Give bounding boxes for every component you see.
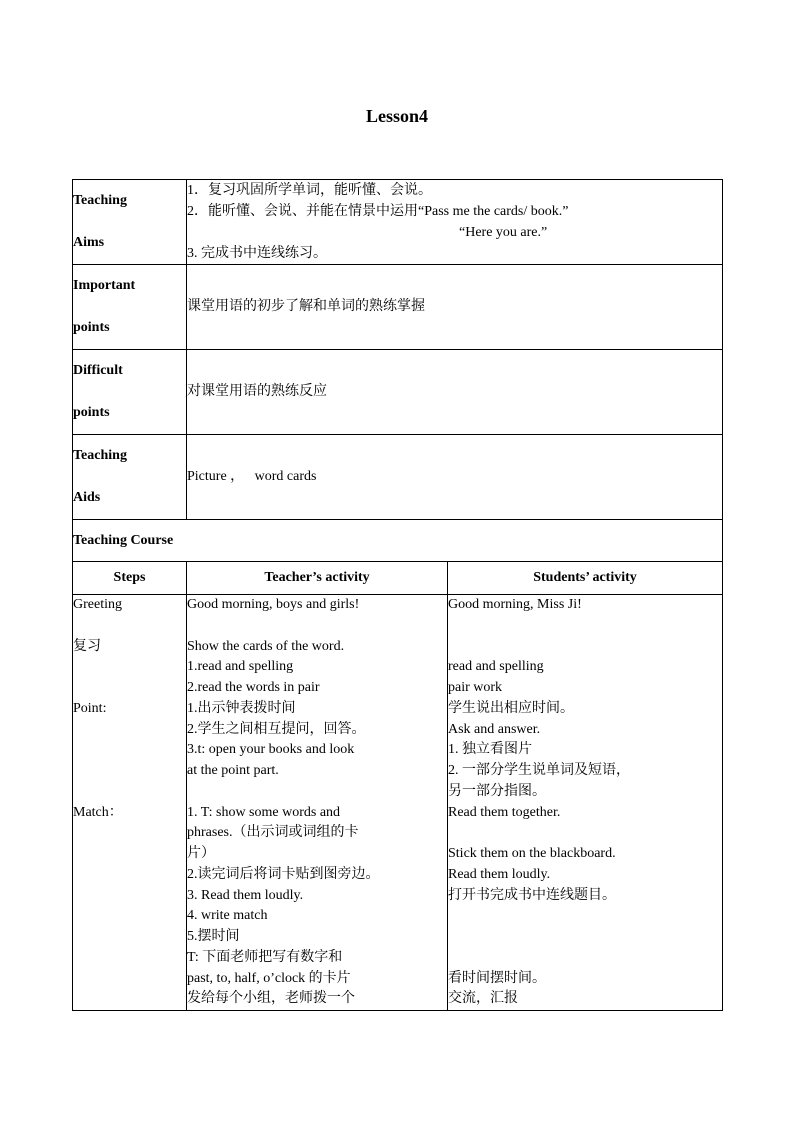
teacher-activity-line: 2.学生之间相互提问，回答。 <box>187 721 366 737</box>
teaching-course-title: Teaching Course <box>73 520 723 562</box>
teacher-activity-line: 5.摆时间 <box>187 929 240 944</box>
students-activity-column <box>448 595 723 1011</box>
aim-line: “Here you are.” <box>459 225 548 240</box>
students-activity-line: pair work <box>448 680 503 695</box>
teacher-activity-line: T: 下面老师把写有数字和 <box>187 949 343 965</box>
teacher-activity-line: 2.读完词后将词卡贴到图旁边。 <box>187 866 380 882</box>
teacher-activity-line: 3. Read them loudly. <box>187 887 304 903</box>
important-points-label: Important points <box>73 265 187 350</box>
teacher-activity-header: Teacher’s activity <box>187 562 448 595</box>
teacher-activity-line: 1.read and spelling <box>187 659 294 675</box>
students-activity-line: 1. 独立看图片 <box>448 742 532 758</box>
teaching-aids-content: Picture ， word cards <box>187 435 723 520</box>
students-activity-line: Ask and answer. <box>448 721 541 737</box>
step-line <box>73 761 186 782</box>
students-activity-line: Read them loudly. <box>448 866 551 882</box>
step-line <box>73 678 186 699</box>
step-line <box>73 927 186 948</box>
step-line: Match： <box>73 804 123 820</box>
difficult-points-label: Difficult points <box>73 350 187 435</box>
step-line: 复习 <box>73 638 101 654</box>
lesson-plan-table <box>72 179 723 1011</box>
aim-line: 2．能听懂、会说、并能在情景中运用“Pass me the cards/ book.” <box>187 204 569 219</box>
step-line <box>73 865 186 886</box>
students-activity-header: Students’ activity <box>448 562 723 595</box>
step-line <box>73 740 186 761</box>
teacher-activity-line: 4. write match <box>187 908 268 924</box>
teacher-activity-line <box>187 782 447 803</box>
teacher-activity-line: 片） <box>187 846 215 861</box>
teacher-activity-line: past, to, half, o’clock 的卡片 <box>187 970 351 986</box>
step-line <box>73 969 186 990</box>
steps-column <box>73 595 187 1011</box>
students-activity-line <box>448 927 722 948</box>
aim-line: 1．复习巩固所学单词，能听懂、会说。 <box>187 183 432 198</box>
students-activity-line <box>448 823 722 844</box>
teaching-aims-row <box>73 180 723 265</box>
step-line <box>73 906 186 927</box>
students-activity-line: read and spelling <box>448 659 544 675</box>
teaching-aids-row <box>73 435 723 520</box>
page-title: Lesson4 <box>365 106 428 126</box>
teaching-course-row <box>73 520 723 562</box>
students-activity-line: Stick them on the blackboard. <box>448 846 616 861</box>
students-activity-line <box>448 948 722 969</box>
students-activity-line: 交流，汇报 <box>448 991 518 1007</box>
step-line: Point: <box>73 700 107 716</box>
step-line <box>73 989 186 1010</box>
step-line <box>73 886 186 907</box>
difficult-points-row <box>73 350 723 435</box>
teacher-activity-line <box>187 616 447 637</box>
important-points-row <box>73 265 723 350</box>
students-activity-line: Good morning, Miss Ji! <box>448 597 582 612</box>
students-activity-line <box>448 616 722 637</box>
students-activity-line <box>448 906 722 927</box>
students-activity-line <box>448 637 722 658</box>
teaching-aids-label: Teaching Aids <box>73 435 187 520</box>
teacher-activity-line: 1.出示钟表拨时间 <box>187 700 296 716</box>
students-activity-line: 2. 一部分学生说单词及短语， <box>448 763 630 778</box>
students-activity-line: 打开书完成书中连线题目。 <box>448 887 616 903</box>
aim-line: 3. 完成书中连线练习。 <box>187 246 327 261</box>
teacher-activity-line: Good morning, boys and girls! <box>187 597 360 612</box>
students-activity-line: Read them together. <box>448 804 561 820</box>
teaching-aims-content <box>187 180 723 265</box>
teacher-activity-line: at the point part. <box>187 763 279 778</box>
teacher-activity-line: 2.read the words in pair <box>187 680 320 695</box>
teacher-activity-line: 1. T: show some words and <box>187 804 341 820</box>
step-line <box>73 948 186 969</box>
students-activity-line: 看时间摆时间。 <box>448 970 546 986</box>
teacher-activity-line: 3.t: open your books and look <box>187 742 355 758</box>
students-activity-line: 另一部分指图。 <box>448 783 546 799</box>
course-header-row <box>73 562 723 595</box>
step-line <box>73 823 186 844</box>
course-body-row <box>73 595 723 1011</box>
step-line <box>73 844 186 865</box>
teacher-activity-line: 发给每个小组，老师拨一个 <box>187 991 355 1007</box>
step-line <box>73 720 186 741</box>
important-points-content: 课堂用语的初步了解和单词的熟练掌握 <box>187 265 723 350</box>
step-line <box>73 782 186 803</box>
step-line <box>73 616 186 637</box>
students-activity-line: 学生说出相应时间。 <box>448 700 574 716</box>
teacher-activity-line: Show the cards of the word. <box>187 638 345 654</box>
teacher-activity-column <box>187 595 448 1011</box>
teaching-aims-label: Teaching Aims <box>73 180 187 265</box>
difficult-points-content: 对课堂用语的熟练反应 <box>187 350 723 435</box>
teacher-activity-line: phrases.（出示词或词组的卡 <box>187 825 359 841</box>
steps-header: Steps <box>73 562 187 595</box>
step-line <box>73 657 186 678</box>
step-line: Greeting <box>73 597 122 612</box>
